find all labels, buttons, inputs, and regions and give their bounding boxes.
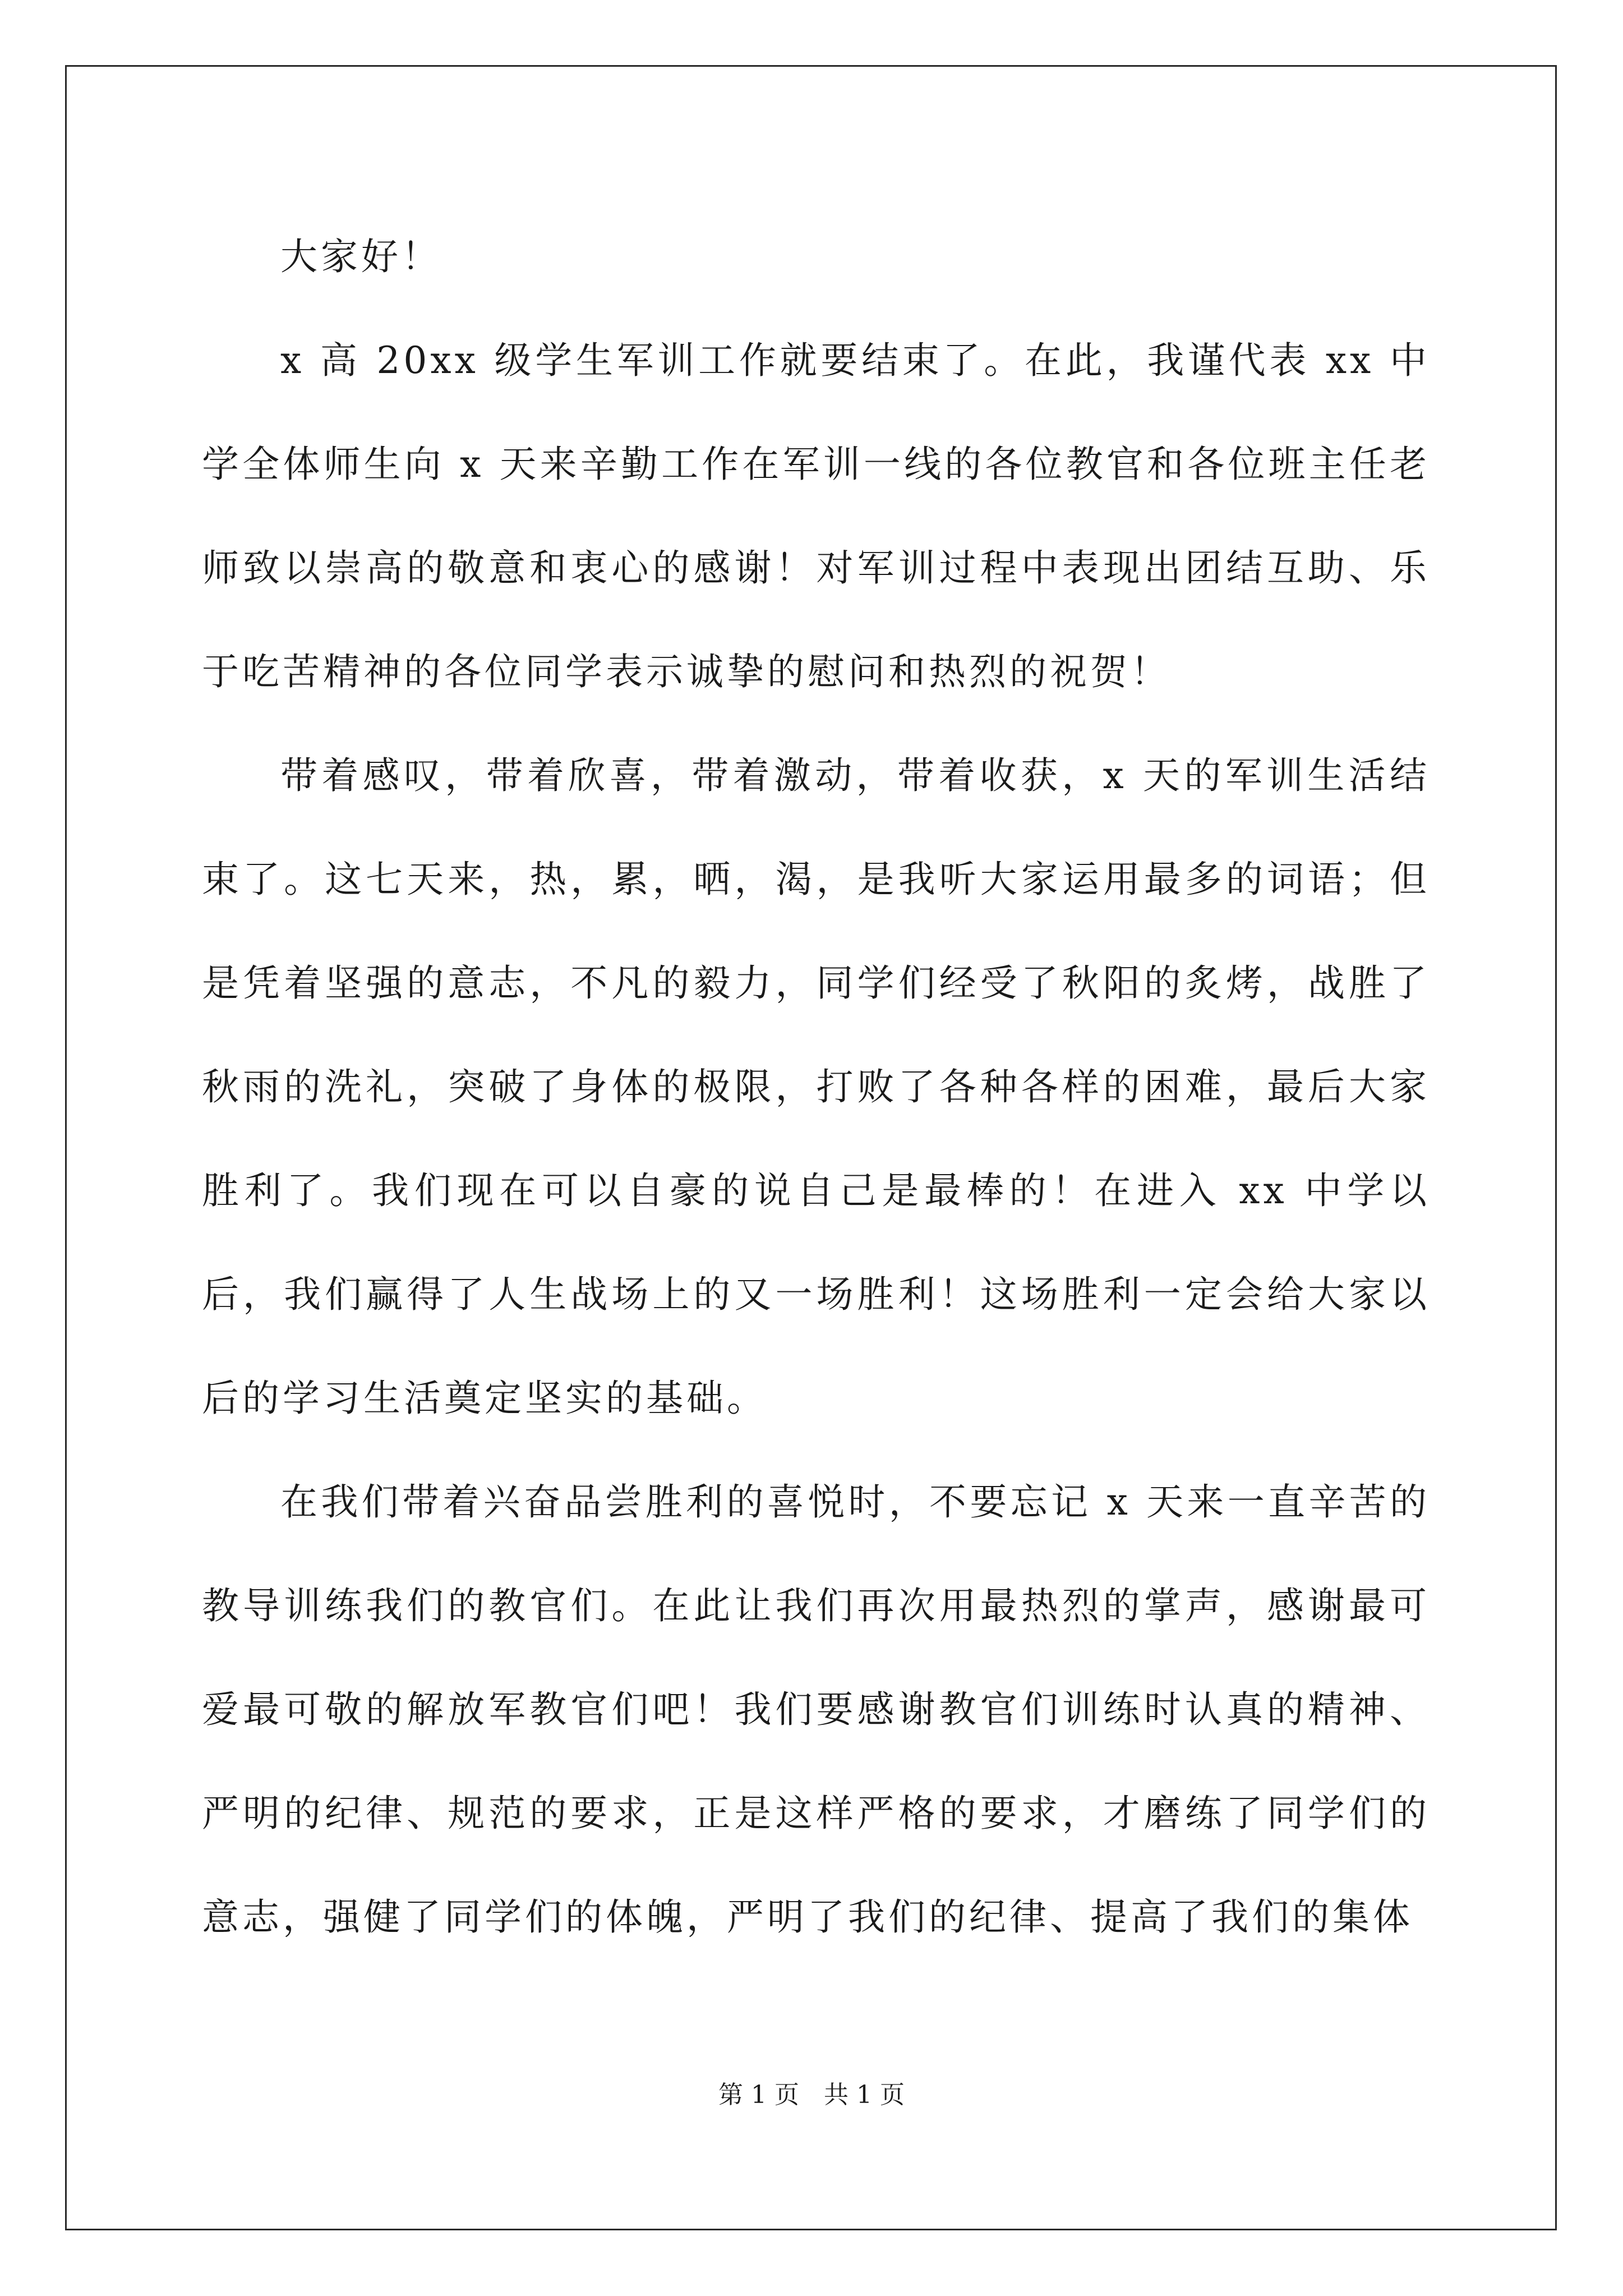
paragraph-1: x 高 20xx 级学生军训工作就要结束了。在此，我谨代表 xx 中学全体师生向 x 天来辛勤工作在军训一线的各位教官和各位班主任老师致以崇高的敬意和衷心的感谢！对军训过程中表现出团结互助、乐于吃苦精神的各位同学表示诚挚的慰问和热烈的祝贺！ [202, 339, 1430, 693]
paragraph-3: 在我们带着兴奋品尝胜利的喜悦时，不要忘记 x 天来一直辛苦的教导训练我们的教官们。在此让我们再次用最热烈的掌声，感谢最可爱最可敬的解放军教官们吧！我们要感谢教官们训练时认真的精神、严明的纪律、规范的要求，正是这样严格的要求，才磨练了同学们的意志，强健了同学们的体魄，严明了我们的纪律、提高了我们的集体 [202, 1480, 1430, 1939]
paragraph-2: 带着感叹，带着欣喜，带着激动，带着收获，x 天的军训生活结束了。这七天来，热，累，晒，渴，是我听大家运用最多的词语；但是凭着坚强的意志，不凡的毅力，同学们经受了秋阳的炙烤，战胜了秋雨的洗礼，突破了身体的极限，打败了各种各样的困难，最后大家胜利了。我们现在可以自豪的说自己是最棒的！在进入 xx 中学以后，我们赢得了人生战场上的又一场胜利！这场胜利一定会给大家以后的学习生活奠定坚实的基础。 [202, 754, 1430, 1420]
page-footer: 第 1 页 共 1 页 [718, 2081, 905, 2109]
greeting-line: 大家好！ [280, 235, 442, 278]
document-body [202, 205, 1430, 1969]
